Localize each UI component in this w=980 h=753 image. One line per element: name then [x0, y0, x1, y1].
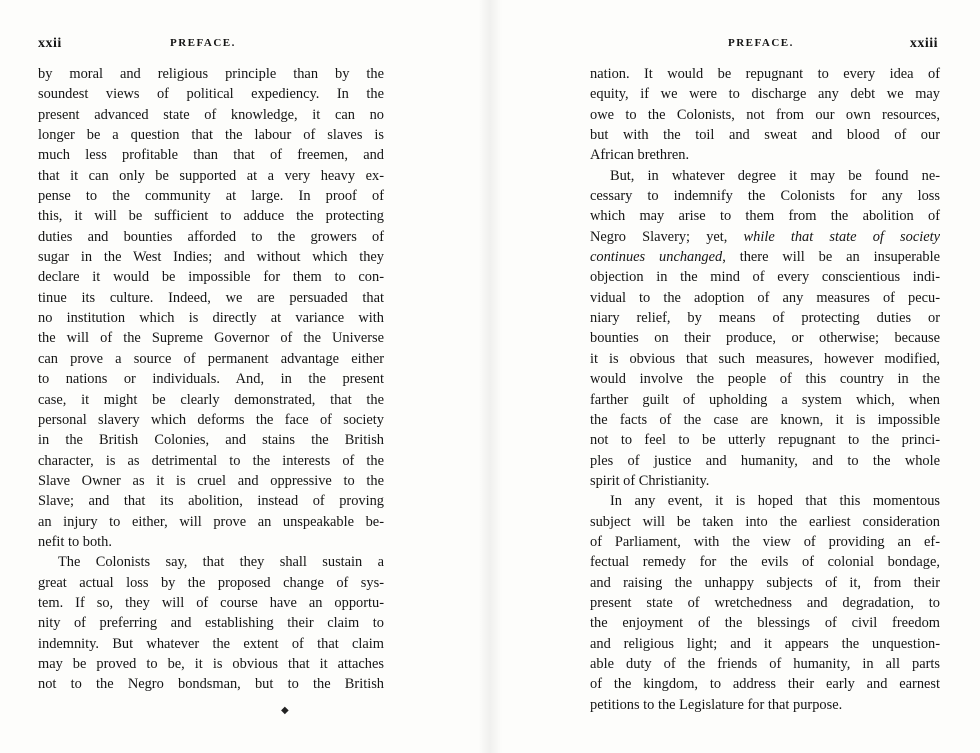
text-line: to nations or individuals. And, in the present	[38, 371, 384, 388]
text-line: this, it will be sufficient to adduce the protecting	[38, 208, 384, 225]
text-line: equity, if we were to discharge any debt we may	[590, 86, 940, 103]
text-line: owe to the Colonists, not from our own resources,	[590, 106, 940, 123]
text-line: would involve the people of this country in the	[590, 371, 940, 388]
text-line: declare it would be impossible for them to con-	[38, 269, 384, 286]
right-running-title: PREFACE.	[728, 37, 794, 49]
text-line: in the British Colonies, and stains the British	[38, 432, 384, 449]
text-line: pense to the community at large. In proof of	[38, 188, 384, 205]
text-line: by moral and religious principle than by the	[38, 66, 384, 82]
left-page-text	[38, 64, 384, 695]
text-line: the facts of the case are known, it is impossible	[590, 411, 940, 428]
text-line: longer be a question that the labour of slaves is	[38, 127, 384, 144]
text-line	[590, 247, 940, 267]
text-line	[590, 227, 940, 247]
text-line: objection in the mind of every conscientious indi-	[590, 269, 940, 286]
text-line: it is obvious that such measures, however modified,	[590, 350, 940, 367]
text-line: an injury to either, will prove an unspeakable be-	[38, 513, 384, 530]
text-line: African brethren.	[590, 147, 690, 164]
line-roman-part: , there will be an insuperable	[722, 249, 940, 266]
text-line: cessary to indemnify the Colonists for any loss	[590, 188, 940, 205]
right-page	[490, 0, 980, 753]
text-line: tinue its culture. Indeed, we are persuaded that	[38, 289, 384, 306]
text-line: The Colonists say, that they shall sustain a	[58, 554, 384, 571]
text-line: fectual remedy for the evils of colonial bondage,	[590, 554, 940, 571]
left-running-head	[38, 36, 384, 54]
text-line: may be proved to be, it is obvious that it attaches	[38, 655, 384, 672]
text-line: not to the Negro bondsman, but to the British	[38, 676, 384, 693]
line-italic-part: continues unchanged	[590, 249, 723, 266]
text-line: indemnity. But whatever the extent of that claim	[38, 635, 384, 652]
text-line: nefit to both.	[38, 533, 112, 550]
text-line: Slave; and that its abolition, instead of proving	[38, 493, 384, 510]
right-page-number: xxiii	[909, 36, 938, 51]
text-line: farther guilt of upholding a system which, when	[590, 391, 940, 408]
text-line: subject will be taken into the earliest consideration	[590, 513, 940, 530]
text-line: duties and bounties afforded to the growers of	[38, 228, 384, 245]
text-line: niary relief, by means of protecting duties or	[590, 310, 940, 327]
text-line: soundest views of political expediency. In the	[38, 86, 384, 103]
text-line: sugar in the West Indies; and without which they	[38, 249, 384, 266]
text-line: and raising the unhappy subjects of it, from their	[590, 574, 940, 591]
text-line: much less profitable than that of freemen, and	[38, 147, 384, 164]
text-line: but with the toil and sweat and blood of our	[590, 127, 940, 144]
text-line: not to feel to be utterly repugnant to the princi-	[590, 432, 940, 449]
text-line: which may arise to them from the abolition of	[590, 208, 940, 225]
text-line: character, is as detrimental to the interests of the	[38, 452, 384, 469]
left-running-title: PREFACE.	[170, 37, 236, 49]
text-line: and religious light; and it appears the unquestion-	[590, 635, 940, 652]
text-line: personal slavery which deforms the face of society	[38, 411, 384, 428]
right-running-head	[590, 36, 938, 54]
text-line: of the kingdom, to address their early and earnest	[590, 676, 940, 693]
text-line: case, it might be clearly demonstrated, that the	[38, 391, 384, 408]
text-line: tem. If so, they will of course have an opportu-	[38, 594, 384, 611]
text-line: petitions to the Legislature for that purpose.	[590, 696, 843, 713]
text-line: can prove a source of permanent advantage either	[38, 350, 384, 367]
text-line: of Parliament, with the view of providing an ef-	[590, 533, 940, 550]
line-roman-part: Negro Slavery; yet,	[590, 228, 744, 245]
text-line: no institution which is directly at variance with	[38, 310, 384, 327]
text-line: Slave Owner as it is cruel and oppressive to the	[38, 472, 384, 489]
text-line: spirit of Christianity.	[590, 472, 710, 489]
text-line: able duty of the friends of humanity, in all parts	[590, 655, 940, 672]
text-line: the will of the Supreme Governor of the Universe	[38, 330, 384, 347]
text-line: vidual to the adoption of any measures of pecu-	[590, 289, 940, 306]
ink-speck: ◆	[281, 705, 289, 716]
text-line: bounties on their produce, or otherwise; because	[590, 330, 940, 347]
text-line: ples of justice and humanity, and to the whole	[590, 452, 940, 469]
text-line: the enjoyment of the blessings of civil freedom	[590, 615, 940, 632]
left-page-number: xxii	[38, 36, 62, 51]
text-line: nity of preferring and establishing their claim to	[38, 615, 384, 632]
text-line: But, in whatever degree it may be found ne-	[610, 167, 940, 184]
line-italic-part: while that state of society	[743, 228, 940, 245]
text-line: that it can only be supported at a very heavy ex-	[38, 167, 384, 184]
text-line: nation. It would be repugnant to every idea of	[590, 66, 940, 82]
text-line: great actual loss by the proposed change of sys-	[38, 574, 384, 591]
text-line: present state of wretchedness and degradation, to	[590, 594, 940, 611]
text-line: In any event, it is hoped that this momentous	[610, 493, 940, 510]
text-line: present advanced state of knowledge, it can no	[38, 106, 384, 123]
right-page-text	[590, 64, 940, 715]
